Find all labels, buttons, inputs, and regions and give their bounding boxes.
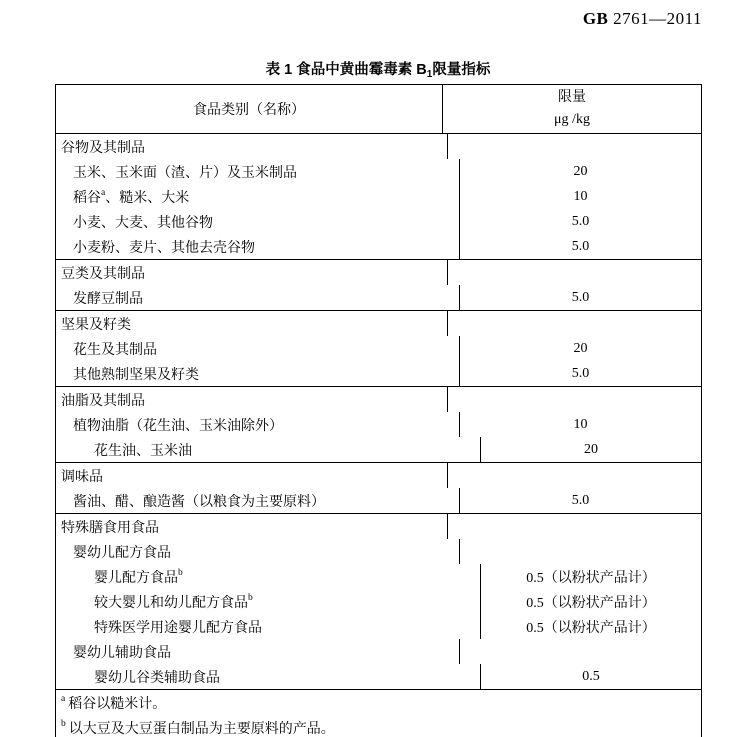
limit-cell: 20: [573, 163, 588, 179]
food-category-cell: [56, 184, 460, 209]
food-category-cell: [56, 134, 448, 159]
food-category-cell: [56, 664, 481, 689]
food-category-cell: [56, 412, 460, 437]
limit-cell: 5.0: [571, 238, 590, 254]
row-superscript: b: [248, 592, 253, 603]
row-text: 特殊医学用途婴儿配方食品: [94, 620, 262, 636]
limit-cell: 0.5: [582, 668, 600, 684]
limit-cell: 5.0: [571, 289, 590, 305]
limit-cell: [448, 134, 701, 159]
standard-code-gb: GB: [582, 9, 609, 28]
table-row: [56, 184, 701, 209]
food-category-cell: [56, 159, 460, 184]
limit-cell: 0.5（以粉状产品计）: [526, 595, 656, 611]
table-row: [56, 614, 701, 639]
row-text: 小麦、大麦、其他谷物: [73, 215, 213, 231]
limit-cell: [448, 387, 701, 412]
row-superscript: b: [178, 567, 183, 578]
row-text: 酱油、醋、酿造酱（以粮食为主要原料）: [73, 494, 325, 510]
table-caption: [55, 58, 701, 79]
food-category-cell: [56, 361, 460, 386]
row-text-post: 、糙米、大米: [105, 190, 190, 206]
table-caption-text-post: 限量指标: [432, 62, 491, 78]
row-text: 较大婴儿和幼儿配方食品: [94, 595, 248, 611]
footnote-b: [56, 715, 701, 737]
row-text: 豆类及其制品: [61, 266, 145, 282]
food-category-cell: [56, 614, 481, 639]
table-row: [56, 664, 701, 689]
footnote-b-text: 以大豆及大豆蛋白制品为主要原料的产品。: [68, 721, 335, 737]
limit-cell: 20: [584, 441, 598, 457]
food-category-cell: [56, 260, 448, 285]
table-section-oils: [56, 387, 701, 463]
limit-cell: [448, 311, 701, 336]
table-row: [56, 564, 701, 589]
row-text: 其他熟制坚果及籽类: [73, 367, 199, 383]
food-category-cell: [56, 209, 460, 234]
table-row: [56, 589, 701, 614]
row-text: 玉米、玉米面（渣、片）及玉米制品: [73, 165, 297, 181]
header-limit: [443, 85, 701, 133]
limit-cell: [448, 463, 701, 488]
table-row: [56, 209, 701, 234]
limit-cell: 5.0: [571, 213, 590, 229]
table-row: [56, 387, 701, 412]
table-section-condiments: [56, 463, 701, 514]
row-text: 特殊膳食用食品: [61, 520, 159, 536]
table-row: [56, 134, 701, 159]
header-limit-unit: μg /kg: [554, 112, 590, 127]
table-caption-text: 表 1 食品中黄曲霉毒素 B: [265, 62, 427, 78]
table-row: [56, 361, 701, 386]
limit-cell: 20: [573, 340, 588, 356]
footnote-a-text: 稻谷以糙米计。: [68, 696, 167, 712]
limit-cell: [460, 639, 701, 664]
header-limit-label: 限量: [558, 90, 586, 106]
food-category-cell: [56, 285, 460, 310]
row-text: 婴幼儿辅助食品: [73, 645, 171, 661]
food-category-cell: [56, 311, 448, 336]
table-row: [56, 437, 701, 462]
table-row: [56, 234, 701, 259]
table-row: [56, 311, 701, 336]
food-category-cell: [56, 639, 460, 664]
row-text: 稻谷: [73, 190, 101, 206]
limit-cell: 10: [573, 416, 588, 432]
footnote-b-marker: b: [61, 718, 66, 729]
table-section-nuts: [56, 311, 701, 387]
table-row: [56, 539, 701, 564]
table-row: [56, 639, 701, 664]
table-header-row: [56, 85, 701, 134]
food-category-cell: [56, 437, 481, 462]
row-text: 调味品: [61, 469, 103, 485]
row-text: 婴幼儿谷类辅助食品: [94, 670, 220, 686]
limit-cell: 5.0: [571, 492, 590, 508]
row-text: 谷物及其制品: [61, 140, 145, 156]
row-text: 油脂及其制品: [61, 393, 145, 409]
food-category-cell: [56, 234, 460, 259]
limit-cell: 0.5（以粉状产品计）: [526, 570, 656, 586]
food-category-cell: [56, 463, 448, 488]
table-row: [56, 260, 701, 285]
row-text: 发酵豆制品: [73, 291, 143, 307]
food-category-cell: [56, 564, 481, 589]
food-category-cell: [56, 488, 460, 513]
header-food-category: 食品类别（名称）: [56, 85, 443, 133]
row-text: 花生及其制品: [73, 342, 157, 358]
table-row: [56, 463, 701, 488]
footnote-a: [56, 690, 701, 715]
limit-cell: [448, 514, 701, 539]
food-category-cell: [56, 336, 460, 361]
table-row: [56, 412, 701, 437]
row-text: 坚果及籽类: [61, 317, 131, 333]
standard-code-number: 2761—2011: [613, 9, 702, 28]
row-text: 植物油脂（花生油、玉米油除外）: [73, 418, 283, 434]
row-text: 小麦粉、麦片、其他去壳谷物: [73, 240, 255, 256]
table-caption-subscript: 1: [426, 69, 433, 80]
table-section-grains: [56, 134, 701, 260]
table-section-beans: [56, 260, 701, 311]
limit-cell: [448, 260, 701, 285]
standard-code: [583, 9, 702, 29]
food-category-cell: [56, 589, 481, 614]
table-row: [56, 336, 701, 361]
table-footnotes: [56, 690, 701, 737]
limit-cell: 0.5（以粉状产品计）: [526, 620, 656, 636]
table-row: [56, 514, 701, 539]
table-row: [56, 488, 701, 513]
table-row: [56, 285, 701, 310]
food-category-cell: [56, 514, 448, 539]
limit-cell: 5.0: [571, 365, 590, 381]
row-text: 婴儿配方食品: [94, 570, 178, 586]
footnote-a-marker: a: [61, 693, 66, 704]
row-text: 婴幼儿配方食品: [73, 545, 171, 561]
table-section-special-diet: [56, 514, 701, 690]
limit-cell: [460, 539, 701, 564]
table-row: [56, 159, 701, 184]
limits-table: [55, 84, 702, 737]
limit-cell: 10: [573, 188, 588, 204]
row-text: 花生油、玉米油: [94, 443, 192, 459]
row-superscript: a: [101, 187, 106, 198]
food-category-cell: [56, 539, 460, 564]
food-category-cell: [56, 387, 448, 412]
